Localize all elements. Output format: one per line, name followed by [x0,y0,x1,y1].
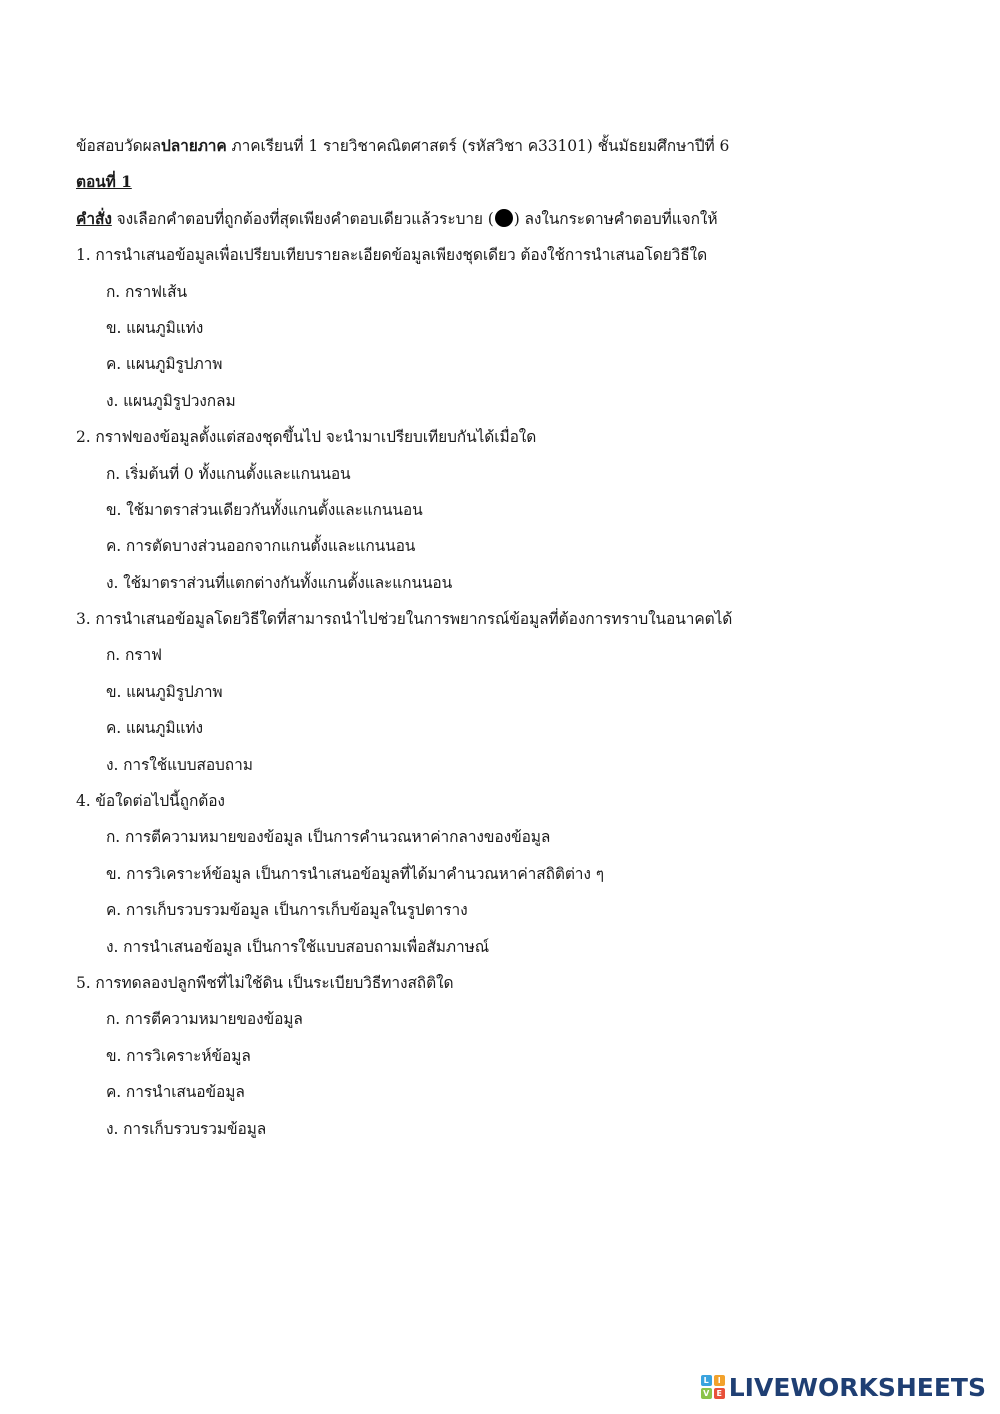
live-logo-icon [701,1375,725,1399]
question-list [76,237,976,1147]
answer-choice: ข. การวิเคราะห์ข้อมูล เป็นการนำเสนอข้อมูลที่ได้มาคำนวณหาค่าสถิติต่าง ๆ [106,864,604,883]
answer-choice: ข. แผนภูมิรูปภาพ [106,682,223,701]
question-text: 4. ข้อใดต่อไปนี้ถูกต้อง [76,792,225,811]
title-text: ข้อสอบวัดผล [76,137,161,155]
answer-choice: ง. การนำเสนอข้อมูล เป็นการใช้แบบสอบถามเพื่อสัมภาษณ์ [106,937,489,956]
question-text: 1. การนำเสนอข้อมูลเพื่อเปรียบเทียบรายละเอียดข้อมูลเพียงชุดเดียว ต้องใช้การนำเสนอโดยวิธีใด [76,246,708,265]
answer-choice: ข. การวิเคราะห์ข้อมูล [106,1046,251,1065]
title-bold-text: ปลายภาค [160,136,227,155]
brand-name: LIVEWORKSHEETS [728,1372,986,1402]
filled-circle-icon [495,209,513,227]
answer-choice: ก. การตีความหมายของข้อมูล [106,1010,303,1029]
question-text: 2. กราฟของข้อมูลตั้งแต่สองชุดขึ้นไป จะนำมาเปรียบเทียบกันได้เมื่อใด [76,428,537,447]
section-heading [76,164,976,200]
answer-choice: ก. กราฟเส้น [106,282,187,301]
instruction-text: จงเลือกคำตอบที่ถูกต้องที่สุดเพียงคำตอบเดียวแล้วระบาย ( [111,209,494,228]
answer-choice: ค. แผนภูมิแท่ง [106,719,204,738]
answer-choice: ก. กราฟ [106,646,162,665]
worksheet-page [76,128,976,1147]
answer-choice: ข. แผนภูมิแท่ง [106,318,204,337]
logo-tile: I [714,1375,725,1386]
answer-choice: ง. แผนภูมิรูปวงกลม [106,391,236,410]
answer-choice: ข. ใช้มาตราส่วนเดียวกันทั้งแกนตั้งและแกนนอน [106,500,423,519]
instruction-label: คำสั่ง [76,208,112,228]
liveworksheets-logo [701,1372,986,1402]
logo-tile: L [701,1375,712,1386]
title-rest-text: ภาคเรียนที่ 1 รายวิชาคณิตศาสตร์ (รหัสวิชา ค33101) ชั้นมัธยมศึกษาปีที่ 6 [226,137,730,155]
answer-choice: ง. การใช้แบบสอบถาม [106,755,253,774]
section-label: ตอนที่ 1 [76,172,132,192]
answer-choice: ก. การตีความหมายของข้อมูล เป็นการคำนวณหาค่ากลางของข้อมูล [106,828,551,847]
answer-choice: ค. การตัดบางส่วนออกจากแกนตั้งและแกนนอน [106,537,416,556]
question-text: 5. การทดลองปลูกพืชที่ไม่ใช้ดิน เป็นระเบียบวิธีทางสถิติใด [76,973,454,992]
logo-tile: V [701,1388,712,1399]
instruction-text-end: ) ลงในกระดาษคำตอบที่แจกให้ [513,209,718,228]
question-text: 3. การนำเสนอข้อมูลโดยวิธีใดที่สามารถนำไปช่วยในการพยากรณ์ข้อมูลที่ต้องการทราบในอนาคตได้ [76,610,733,629]
answer-choice: ก. เริ่มต้นที่ 0 ทั้งแกนตั้งและแกนนอน [106,464,351,483]
answer-choice: ค. แผนภูมิรูปภาพ [106,355,223,374]
answer-choice: ง. ใช้มาตราส่วนที่แตกต่างกันทั้งแกนตั้งและแกนนอน [106,573,453,592]
answer-choice: ค. การนำเสนอข้อมูล [106,1083,245,1102]
answer-choice: ค. การเก็บรวบรวมข้อมูล เป็นการเก็บข้อมูลในรูปตาราง [106,901,468,920]
logo-tile: E [714,1388,725,1399]
exam-title [76,128,976,164]
instruction [76,201,976,237]
answer-choice: ง. การเก็บรวบรวมข้อมูล [106,1119,267,1138]
